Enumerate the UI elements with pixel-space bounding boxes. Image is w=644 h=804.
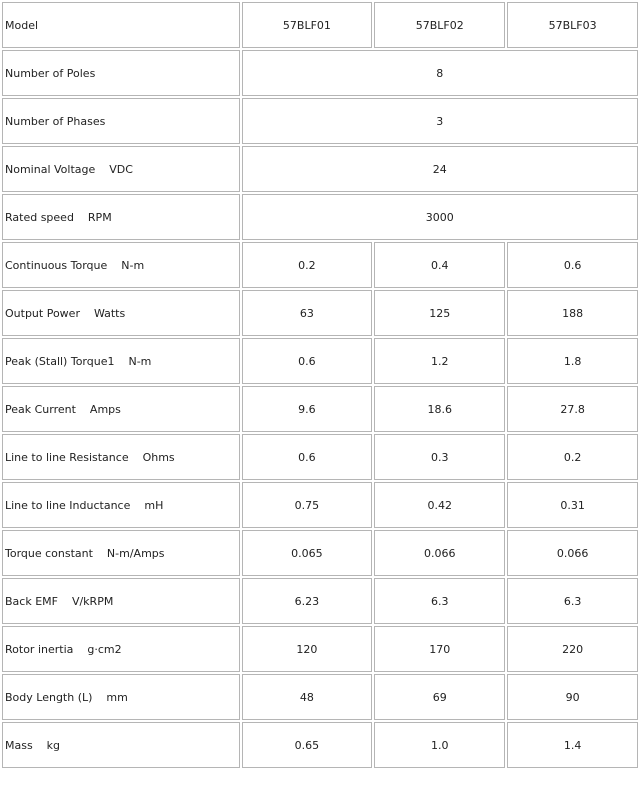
- row-label: Body Length (L) mm: [2, 674, 240, 720]
- table-row-voltage: [2, 146, 638, 192]
- row-label: Peak (Stall) Torque1 N-m: [2, 338, 240, 384]
- row-label: Line to line Resistance Ohms: [2, 434, 240, 480]
- row-value-57blf01: 0.6: [242, 434, 373, 480]
- row-value-57blf03: 0.2: [507, 434, 638, 480]
- row-value-57blf01: 0.75: [242, 482, 373, 528]
- row-value-57blf03: 0.6: [507, 242, 638, 288]
- row-value-57blf01: 6.23: [242, 578, 373, 624]
- row-value-57blf02: 125: [374, 290, 505, 336]
- row-shared-value: 3000: [242, 194, 639, 240]
- table-row: [2, 482, 638, 528]
- header-model-label: Model: [2, 2, 240, 48]
- row-value-57blf01: 0.2: [242, 242, 373, 288]
- table-row: [2, 242, 638, 288]
- row-value-57blf03: 1.8: [507, 338, 638, 384]
- row-value-57blf02: 69: [374, 674, 505, 720]
- table-row: [2, 434, 638, 480]
- row-value-57blf02: 170: [374, 626, 505, 672]
- row-value-57blf02: 18.6: [374, 386, 505, 432]
- row-value-57blf03: 90: [507, 674, 638, 720]
- row-value-57blf01: 120: [242, 626, 373, 672]
- row-value-57blf02: 0.066: [374, 530, 505, 576]
- row-value-57blf02: 0.42: [374, 482, 505, 528]
- row-label: Continuous Torque N-m: [2, 242, 240, 288]
- row-label: Peak Current Amps: [2, 386, 240, 432]
- table-row: [2, 338, 638, 384]
- row-value-57blf03: 1.4: [507, 722, 638, 768]
- table-row-poles: [2, 50, 638, 96]
- table-row: [2, 674, 638, 720]
- row-value-57blf03: 6.3: [507, 578, 638, 624]
- table-row: [2, 578, 638, 624]
- row-label: Rated speed RPM: [2, 194, 240, 240]
- table-row-speed: [2, 194, 638, 240]
- row-label: Torque constant N-m/Amps: [2, 530, 240, 576]
- row-value-57blf02: 6.3: [374, 578, 505, 624]
- table-row: [2, 530, 638, 576]
- row-value-57blf01: 63: [242, 290, 373, 336]
- row-label: Number of Phases: [2, 98, 240, 144]
- row-label: Line to line Inductance mH: [2, 482, 240, 528]
- row-value-57blf02: 0.4: [374, 242, 505, 288]
- row-label: Rotor inertia g·cm2: [2, 626, 240, 672]
- row-label: Number of Poles: [2, 50, 240, 96]
- table-header-row: [2, 2, 638, 48]
- header-model-57blf03: 57BLF03: [507, 2, 638, 48]
- row-shared-value: 3: [242, 98, 639, 144]
- row-value-57blf02: 1.2: [374, 338, 505, 384]
- row-value-57blf03: 27.8: [507, 386, 638, 432]
- table-row: [2, 386, 638, 432]
- row-shared-value: 8: [242, 50, 639, 96]
- row-value-57blf01: 0.065: [242, 530, 373, 576]
- row-label: Back EMF V/kRPM: [2, 578, 240, 624]
- table-row: [2, 626, 638, 672]
- row-label: Mass kg: [2, 722, 240, 768]
- row-value-57blf03: 220: [507, 626, 638, 672]
- table-row: [2, 290, 638, 336]
- table-row: [2, 722, 638, 768]
- row-value-57blf01: 0.65: [242, 722, 373, 768]
- row-label: Nominal Voltage VDC: [2, 146, 240, 192]
- row-value-57blf02: 1.0: [374, 722, 505, 768]
- table-row-phases: [2, 98, 638, 144]
- row-shared-value: 24: [242, 146, 639, 192]
- row-value-57blf03: 0.066: [507, 530, 638, 576]
- row-label: Output Power Watts: [2, 290, 240, 336]
- row-value-57blf02: 0.3: [374, 434, 505, 480]
- header-model-57blf01: 57BLF01: [242, 2, 373, 48]
- row-value-57blf01: 0.6: [242, 338, 373, 384]
- row-value-57blf03: 0.31: [507, 482, 638, 528]
- row-value-57blf01: 48: [242, 674, 373, 720]
- row-value-57blf03: 188: [507, 290, 638, 336]
- row-value-57blf01: 9.6: [242, 386, 373, 432]
- header-model-57blf02: 57BLF02: [374, 2, 505, 48]
